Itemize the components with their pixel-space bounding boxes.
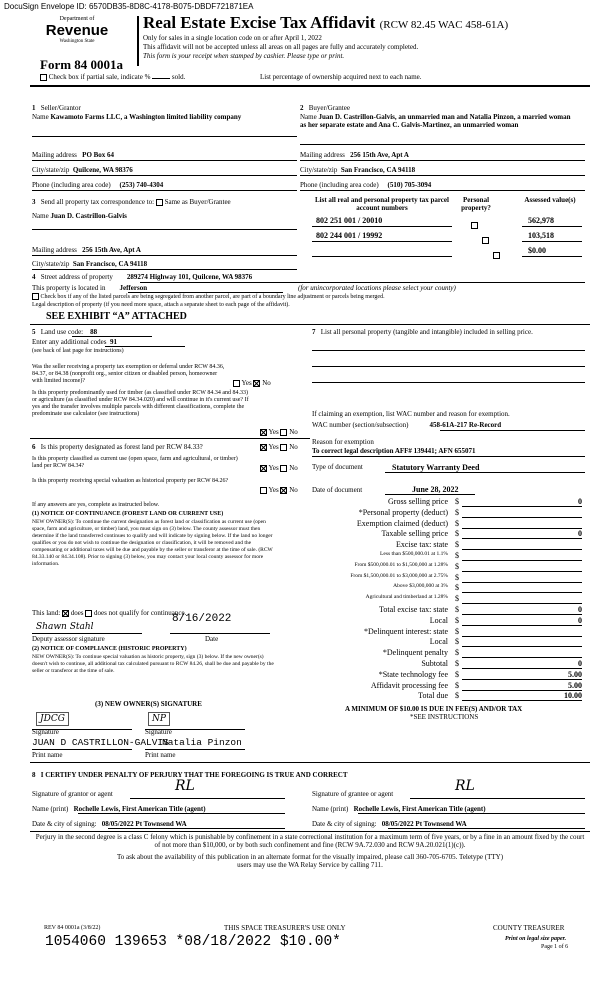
owner2-signature-label: Signature [145,728,172,736]
dept-logo: Department of Revenue Washington State [45,16,109,44]
historic-no-checkbox[interactable] [280,487,287,494]
buyer-heading: 2 Buyer/Grantee [300,104,350,112]
tax-row-label: Local [429,615,448,625]
property-address: 289274 Highway 101, Quilcene, WA 98376 [126,273,253,281]
county-note: (for unincorporated locations please select your county) [298,284,456,292]
parcel-number: 802 244 001 / 19992 [316,231,383,240]
personal-property-checkbox[interactable] [482,237,489,244]
dollar-sign: $ [455,594,459,604]
seller-name: Name Kawamoto Farms LLC, a Washington limited liability company [32,113,242,121]
reason-label: Reason for exemption [312,438,374,446]
tax-row-label: Taxable selling price [381,529,448,539]
tax-row-label: Total excise tax: state [379,605,448,614]
section6-q2: Is this property classified as current use (open space, farm and agricultural, or timber) land per RCW 84.34? [32,456,238,469]
note-3: This form is your receipt when stamped by cashier. Please type or print. [143,52,345,60]
assessed-value-header: Assessed value(s) [524,196,576,204]
dollar-sign: $ [455,507,459,517]
dollar-sign: $ [455,626,459,636]
see-instructions: *SEE INSTRUCTIONS [410,713,479,721]
page-number: Page 1 of 6 [541,944,569,950]
current-use-no-checkbox[interactable] [280,465,287,472]
county: Jefferson [119,284,148,292]
form-number: Form 84 0001a [40,57,124,72]
seller-heading: 1 Seller/Grantor [32,104,81,112]
section3-label: 3 Send all property tax correspondence to: Same as Buyer/Grantee [32,198,231,206]
dollar-sign: $ [455,497,459,506]
tax-row-label: Local [429,637,448,647]
dollar-sign: $ [455,691,459,701]
treasurer-use-label: THIS SPACE TREASURER'S USE ONLY [224,924,346,932]
seller-mailing: PO Box 64 [82,151,115,159]
grantee-signature-label: Signature of grantee or agent [312,790,394,798]
tax-row-label: *Delinquent penalty [382,648,448,658]
tax-row-label: From $500,000.01 to $1,500,000 at 1.28% [354,561,448,568]
section6-q3: Is this property receiving special valuation as historical property per RCW 84.26? [32,478,229,484]
note-1: Only for sales in a single location code on or after April 1, 2022 [143,34,322,42]
availability-notice: To ask about the availability of this publication in an alternate format for the visually impaired, please call 360-705-6705. Teletype (TTY) users may use the WA Relay Service by calling 711. [116,853,504,869]
see-back-note: (see back of last page for instructions) [32,348,124,354]
tax-row-label: Agricultural and timberland at 1.28% [365,594,448,601]
page-title: Real Estate Excise Tax Affidavit (RCW 82.45 WAC 458-61A) [143,13,509,32]
q1-yes-checkbox[interactable] [233,380,240,387]
partial-sale-checkbox[interactable] [40,74,47,81]
q2-yes-checkbox[interactable] [260,429,267,436]
tax-row-label: *Personal property (deduct) [358,507,448,517]
new-owner-heading: (3) NEW OWNER(S) SIGNATURE [95,700,202,708]
section5-q2: Is this property predominantly used for timber (as classified under RCW 84.34 and 84.33) or agriculture (as classified under RCW 84.34.020) and will continue in it's current use? If yes and the transfer involves multiple parcels with different classifications, complete the predominate use calculator (see instructions) [32,390,249,417]
does-not-checkbox[interactable] [85,610,92,617]
same-as-buyer-checkbox[interactable] [156,199,163,206]
section3-city: San Francisco, CA 94118 [72,260,148,268]
tax-row-label: Excise tax: state [396,540,448,550]
dollar-sign: $ [455,551,459,560]
tax-row-label: Affidavit processing fee [370,680,448,690]
tax-row-value: 5.00 [568,680,582,690]
notice1-title: (1) NOTICE OF CONTINUANCE (FOREST LAND OR CURRENT USE) [32,511,224,517]
seller-phone: (253) 740-4304 [119,181,164,189]
owner2-print-name: Natalia Pinzon [162,737,242,748]
dollar-sign: $ [455,615,459,625]
perjury-notice: Perjury in the second degree is a class C felony which is punishable by confinement in a state correctional institution for a maximum term of five years, or by a fine in an amount fixed by the court of not more than $10,000, or by both such confinement and fine (RCW 9A.72.030 and RCW 9A.20.021(1)(c)). [35,833,585,849]
document-date: June 28, 2022 [412,485,459,494]
grantor-date-city: 08/05/2022 Pt Townsend WA [101,820,187,828]
tax-row-label: *State technology fee [378,669,448,679]
dollar-sign: $ [455,518,459,528]
additional-codes: 91 [109,338,117,346]
tax-row-value: 0 [578,497,582,506]
cashier-stamp: 1054060 139653 *08/18/2022 $10.00* [45,934,341,950]
forest-no-checkbox[interactable] [280,444,287,451]
tax-row-label: Exemption claimed (deduct) [356,518,448,528]
assessed-value: 103,518 [528,231,554,240]
envelope-id: DocuSign Envelope ID: 6570DB35-8D8C-4178-B075-DBDF721871EA [4,2,254,11]
dollar-sign: $ [455,637,459,647]
parcel-col-header: List all real and personal property tax parcel account numbers [315,196,449,212]
section3-name: Juan D. Castrillon-Galvis [50,212,127,220]
owner1-signature-label: Signature [32,728,59,736]
document-type: Statutory Warranty Deed [392,463,480,472]
dollar-sign: $ [455,572,459,582]
dollar-sign: $ [455,680,459,690]
wac-intro: If claiming an exemption, list WAC number and reason for exemption. [312,410,510,418]
tax-row-value: 0 [578,529,582,539]
county-treasurer-label: COUNTY TREASURER [493,924,565,932]
tax-row-value: 0 [578,615,582,625]
dollar-sign: $ [455,659,459,668]
legal-description-label: Legal description of property (if you need more space, attach a separate sheet to each page of the affidavit). [32,302,290,308]
assessor-signature-image: Shawn Stahl [36,622,94,632]
assessed-value: 562,978 [528,216,554,225]
partial-sale: Check box if partial sale, indicate % sold. [40,73,185,81]
owner1-print-label: Print name [32,751,63,759]
dollar-sign: $ [455,669,459,679]
tax-row-label: *Delinquent interest: state [364,626,448,636]
q1-no-checkbox[interactable] [253,380,260,387]
exhibit-text: SEE EXHIBIT “A” ATTACHED [46,311,187,322]
segregated-checkbox[interactable] [32,293,39,300]
section3-mailing: 256 15th Ave, Apt A [82,246,141,254]
owner2-signature-image: NP [148,712,170,726]
notice1-body: NEW OWNER(S): To continue the current designation as forest land or classification as current use (open space, farm and agriculture, or timber) land, you must sign on (3) below. The county assessor must then determine if the land transferred continues to qualify and will indicate by signing below. If the land no longer qualifies or you do not wish to continue the designation or classification, it will be removed and the compensating or additional taxes will be due and payable by the seller or transferor at the time of sale. (RCW 84.33.140 or 84.34.108). Prior to signing (3) below, you may contact your local county assessor for more information. [32,519,273,567]
revision-label: REV 84 0001a (3/8/22) [44,925,101,931]
owner1-print-name: JUAN D CASTRILLON-GALVIS [32,737,169,748]
dollar-sign: $ [455,540,459,550]
exemption-reason: To correct legal description AFF# 139441; AFN 655071 [312,447,476,455]
personal-property-checkbox[interactable] [471,222,478,229]
tax-row-value: 0 [578,605,582,614]
ownership-note: List percentage of ownership acquired next to each name. [260,73,422,81]
note-2: This affidavit will not be accepted unless all areas on all pages are fully and accurately completed. [143,43,419,51]
grantee-date-city: 08/05/2022 Pt Townsend WA [381,820,467,828]
q2-no-checkbox[interactable] [280,429,287,436]
minimum-due-note: A MINIMUM OF $10.00 IS DUE IN FEE(S) AND/OR TAX [345,705,523,713]
buyer-city: San Francisco, CA 94118 [340,166,416,174]
grantor-print-name: Rochelle Lewis, First American Title (agent) [73,805,206,813]
dollar-sign: $ [455,605,459,614]
grantee-signature-image: RL [455,778,475,794]
grantor-signature-label: Signature of grantor or agent [32,790,113,798]
tax-row-label: Total due [418,691,448,701]
historic-yes-checkbox[interactable] [260,487,267,494]
assessor-date-label: Date [205,635,219,643]
parcel-number: 802 251 001 / 20010 [316,216,383,225]
tax-row-value: 0 [578,659,582,668]
buyer-phone: (510) 705-3094 [387,181,432,189]
tax-row-value: 5.00 [568,669,582,679]
tax-row-label: Subtotal [421,659,448,668]
grantee-print-name: Rochelle Lewis, First American Title (agent) [353,805,486,813]
section5-q1: Was the seller receiving a property tax exemption or deferral under RCW 84.36, 84.37, or 84.38 (nonprofit org., senior citizen or disabled person, homeowner with limited income)? [32,364,225,384]
dollar-sign: $ [455,561,459,571]
dollar-sign: $ [455,583,459,593]
seller-city: Quilcene, WA 98376 [72,166,133,174]
legal-paper-note: Print on legal size paper. [505,936,567,942]
wac-number: 458-61A-217 Re-Record [429,421,502,429]
does-checkbox[interactable] [62,610,69,617]
dollar-sign: $ [455,648,459,658]
tax-row-value: 10.00 [564,691,582,701]
owner2-print-label: Print name [145,751,176,759]
doc-date-label: Date of document [312,486,363,494]
notice2-title: (2) NOTICE OF COMPLIANCE (HISTORIC PROPERTY) [32,646,187,652]
assessed-value: $0.00 [528,246,546,255]
tax-row-label: Less than $500,000.01 at 1.1% [380,551,448,557]
buyer-mailing: 256 15th Ave, Apt A [350,151,409,159]
personal-property-header: Personal property? [461,196,491,212]
tax-row-label: From $1,500,000.01 to $3,000,000 at 2.75% [350,572,448,579]
forest-yes-checkbox[interactable] [260,444,267,451]
tax-row-label: Gross selling price [388,497,448,506]
assessor-date: 8/16/2022 [172,613,232,625]
tax-row-label: Above $3,000,000 at 3% [393,583,448,590]
notice2-body: NEW OWNER(S): To continue special valuation as historic property, sign (3) below. If the new owner(s) doesn't wish to continue, all additional tax calculated pursuant to RCW 84.26, shall be due and payable by the seller or transferor at the time of sale. [32,654,274,674]
current-use-yes-checkbox[interactable] [260,465,267,472]
if-yes-note: If any answers are yes, complete as instructed below. [32,502,160,508]
assessor-signature-label: Deputy assessor signature [32,635,105,643]
grantor-signature-image: RL [175,778,195,794]
owner1-signature-image: JDCG [36,712,69,726]
dollar-sign: $ [455,529,459,539]
personal-property-checkbox[interactable] [493,252,500,259]
land-use-code: 88 [90,328,98,336]
buyer-name: Name Juan D. Castrillon-Galvis, an unmarried man and Natalia Pinzon, a married woman as her separate estate and Ana C. Galvis-Martinez, an unmarried woman [300,113,571,129]
certify-statement: I CERTIFY UNDER PENALTY OF PERJURY THAT THE FOREGOING IS TRUE AND CORRECT [40,771,348,779]
